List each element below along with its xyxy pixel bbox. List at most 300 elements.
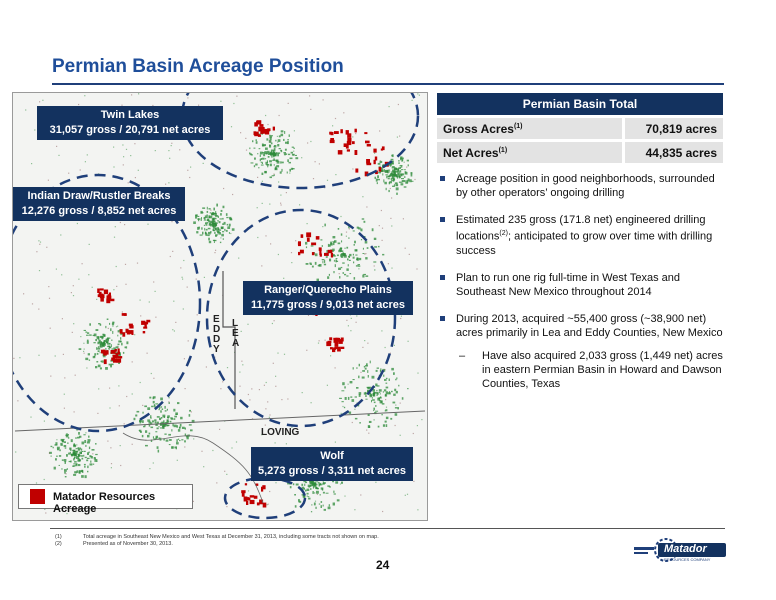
operator-tract <box>214 232 215 234</box>
operator-tract <box>322 259 325 260</box>
operator-tract <box>287 159 289 162</box>
map-dot <box>307 142 308 143</box>
operator-tract <box>354 244 356 246</box>
map-dot <box>64 394 65 395</box>
map-dot <box>64 408 65 409</box>
operator-tract <box>359 258 361 260</box>
map-dot <box>364 340 365 341</box>
map-dot <box>63 354 64 355</box>
operator-tract <box>291 152 293 154</box>
operator-tract <box>359 265 361 266</box>
operator-tract <box>220 218 223 219</box>
map-dot <box>417 93 418 94</box>
operator-tract <box>320 239 322 240</box>
operator-tract <box>149 433 151 435</box>
callout-twin-lakes <box>37 106 223 140</box>
operator-tract <box>178 439 179 440</box>
operator-tract <box>112 348 113 350</box>
operator-tract <box>329 504 330 506</box>
operator-tract <box>267 151 270 153</box>
map-dot <box>412 100 413 101</box>
map-dot <box>84 353 85 354</box>
matador-tract <box>258 127 263 132</box>
map-dot <box>15 451 16 452</box>
operator-tract <box>53 447 54 449</box>
operator-tract <box>117 335 118 337</box>
operator-tract <box>315 262 317 265</box>
map-dot <box>360 494 361 495</box>
map-dot <box>272 323 273 324</box>
map-dot <box>126 396 127 397</box>
map-dot <box>226 474 227 475</box>
map-dot <box>360 372 361 373</box>
operator-tract <box>377 392 379 395</box>
operator-tract <box>376 370 378 372</box>
operator-tract <box>329 274 330 276</box>
operator-tract <box>142 435 144 437</box>
map-dot <box>50 328 51 329</box>
map-dot <box>269 414 270 415</box>
operator-tract <box>213 240 215 241</box>
footnotes <box>55 534 379 548</box>
operator-tract <box>298 499 300 502</box>
matador-tract <box>347 141 352 145</box>
operator-tract <box>386 176 387 179</box>
map-dot <box>113 289 114 290</box>
operator-tract <box>224 222 226 225</box>
map-dot <box>48 286 49 287</box>
map-dot <box>116 266 117 267</box>
operator-tract <box>121 343 123 346</box>
operator-tract <box>287 172 288 174</box>
operator-tract <box>167 420 168 421</box>
map-dot <box>270 141 271 142</box>
map-dot <box>231 447 232 448</box>
operator-tract <box>342 401 344 402</box>
operator-tract <box>78 432 80 435</box>
operator-tract <box>64 445 67 447</box>
map-dot <box>277 142 278 143</box>
operator-tract <box>395 171 398 173</box>
operator-tract <box>308 496 310 497</box>
map-dot <box>267 401 268 402</box>
operator-tract <box>274 148 276 151</box>
operator-tract <box>215 234 218 235</box>
operator-tract <box>55 458 57 460</box>
operator-tract <box>322 245 323 247</box>
operator-tract <box>315 253 318 256</box>
map-dot <box>269 204 270 205</box>
operator-tract <box>295 157 298 159</box>
operator-tract <box>333 271 334 273</box>
operator-tract <box>401 158 404 160</box>
operator-tract <box>125 347 127 349</box>
operator-tract <box>162 415 165 418</box>
operator-tract <box>343 272 344 274</box>
map-dot <box>386 407 387 408</box>
operator-tract <box>353 230 355 231</box>
map-dot <box>267 504 268 505</box>
map-dot <box>325 340 326 341</box>
operator-tract <box>355 396 357 397</box>
map-dot <box>118 385 119 386</box>
operator-tract <box>55 442 57 445</box>
operator-tract <box>105 326 106 328</box>
operator-tract <box>276 152 277 154</box>
operator-tract <box>381 414 383 415</box>
operator-tract <box>110 328 111 331</box>
operator-tract <box>306 263 309 265</box>
map-dot <box>80 169 81 170</box>
map-dot <box>185 388 186 389</box>
operator-tract <box>73 465 76 466</box>
map-dot <box>390 166 391 167</box>
operator-tract <box>176 439 177 442</box>
map-dot <box>142 405 143 406</box>
operator-tract <box>98 346 100 348</box>
operator-tract <box>378 246 380 247</box>
operator-tract <box>201 218 202 221</box>
map-dot <box>149 301 150 302</box>
operator-tract <box>389 391 390 394</box>
map-dot <box>120 445 121 446</box>
operator-tract <box>380 401 382 403</box>
operator-tract <box>209 216 212 219</box>
operator-tract <box>350 381 353 383</box>
operator-tract <box>318 482 320 483</box>
operator-tract <box>152 420 154 422</box>
map-dot <box>25 109 26 110</box>
matador-tract <box>328 341 332 343</box>
matador-tract <box>367 144 371 147</box>
operator-tract <box>73 454 75 456</box>
callout-name: Ranger/Querecho Plains <box>264 284 392 296</box>
operator-tract <box>391 368 394 371</box>
sub-bullet-list <box>456 349 725 391</box>
operator-tract <box>107 319 109 321</box>
operator-tract <box>81 449 82 451</box>
map-dot <box>274 320 275 321</box>
operator-tract <box>153 436 154 438</box>
matador-tract <box>250 495 255 497</box>
map-dot <box>407 494 408 495</box>
operator-tract <box>321 501 323 503</box>
operator-tract <box>362 370 365 372</box>
operator-tract <box>76 448 78 449</box>
map-dot <box>327 180 328 181</box>
map-dot <box>366 430 367 431</box>
map-dot <box>31 163 32 164</box>
map-dot <box>390 218 391 219</box>
map-dot <box>301 157 302 158</box>
map-dot <box>92 453 93 454</box>
operator-tract <box>348 264 349 266</box>
map-dot <box>329 245 330 246</box>
operator-tract <box>226 213 228 216</box>
map-dot <box>367 343 368 344</box>
map-dot <box>138 93 139 94</box>
map-dot <box>322 226 323 227</box>
map-dot <box>248 490 249 491</box>
map-dot <box>216 482 217 483</box>
operator-tract <box>395 379 396 381</box>
operator-tract <box>88 436 89 438</box>
operator-tract <box>364 392 367 394</box>
operator-tract <box>266 153 268 155</box>
map-dot <box>246 150 247 151</box>
operator-tract <box>389 171 391 172</box>
operator-tract <box>342 382 345 385</box>
operator-tract <box>51 456 52 457</box>
operator-tract <box>226 217 228 218</box>
row-label-net: Net Acres$^{(1)}$ <box>437 141 624 164</box>
operator-tract <box>323 481 324 482</box>
operator-tract <box>78 454 80 457</box>
map-dot <box>409 254 410 255</box>
operator-tract <box>264 171 267 173</box>
map-dot <box>74 411 75 412</box>
matador-tract <box>316 236 320 240</box>
operator-tract <box>265 158 266 159</box>
operator-tract <box>102 342 105 343</box>
operator-tract <box>169 444 171 445</box>
operator-tract <box>160 398 163 401</box>
operator-tract <box>314 503 316 506</box>
footnote: (1) Total acreage in Southeast New Mexico and West Texas at December 31, 2013, including some tracts not shown on map. <box>55 534 379 540</box>
map-dot <box>96 299 97 300</box>
county-label-eddy: EDDY <box>213 314 221 355</box>
operator-tract <box>376 395 377 396</box>
operator-tract <box>144 406 147 408</box>
operator-tract <box>171 429 172 431</box>
map-dot <box>251 388 252 389</box>
matador-tract <box>344 143 347 147</box>
matador-tract <box>338 150 343 154</box>
operator-tract <box>216 204 218 207</box>
operator-tract <box>197 227 199 230</box>
operator-tract <box>392 176 393 177</box>
map-dot <box>184 446 185 447</box>
operator-tract <box>153 401 155 404</box>
operator-tract <box>311 511 312 512</box>
operator-tract <box>249 148 250 150</box>
operator-tract <box>176 442 179 444</box>
operator-tract <box>321 487 324 489</box>
operator-tract <box>112 331 113 334</box>
operator-tract <box>395 407 398 408</box>
callout-ranger-querecho <box>243 281 413 315</box>
operator-tract <box>202 207 205 209</box>
operator-tract <box>172 424 173 427</box>
operator-tract <box>174 416 177 418</box>
operator-tract <box>314 484 316 486</box>
map-dot <box>364 254 365 255</box>
map-dot <box>289 173 290 174</box>
matador-tract <box>329 337 332 340</box>
operator-tract <box>195 217 197 219</box>
page-number: 24 <box>376 558 390 572</box>
operator-tract <box>353 262 354 264</box>
operator-tract <box>265 162 267 165</box>
map-dot <box>284 354 285 355</box>
map-dot <box>291 252 292 253</box>
operator-tract <box>163 422 164 424</box>
operator-tract <box>386 391 388 394</box>
operator-tract <box>51 446 53 447</box>
operator-tract <box>401 159 402 162</box>
map-dot <box>323 99 324 100</box>
operator-tract <box>217 230 219 232</box>
matador-tract <box>120 329 123 334</box>
operator-tract <box>149 421 151 423</box>
operator-tract <box>393 372 395 375</box>
operator-tract <box>227 226 230 229</box>
operator-tract <box>393 174 395 177</box>
map-dot <box>191 411 192 412</box>
map-dot <box>279 115 280 116</box>
operator-tract <box>347 258 349 260</box>
map-dot <box>348 325 349 326</box>
operator-tract <box>178 429 180 432</box>
operator-tract <box>332 249 335 252</box>
map-dot <box>406 167 407 168</box>
operator-tract <box>160 427 162 428</box>
operator-tract <box>91 456 93 459</box>
operator-tract <box>369 421 372 423</box>
map-dot <box>23 293 24 294</box>
map-dot <box>128 182 129 183</box>
map-dot <box>339 273 340 274</box>
operator-tract <box>363 253 365 254</box>
operator-tract <box>283 139 284 141</box>
operator-tract <box>372 376 375 379</box>
map-dot <box>223 188 224 189</box>
operator-tract <box>269 144 270 146</box>
map-dot <box>315 501 316 502</box>
operator-tract <box>86 335 89 336</box>
map-dot <box>38 240 39 241</box>
matador-tract <box>273 127 275 131</box>
map-dot <box>108 348 109 349</box>
matador-tract <box>355 129 357 133</box>
operator-tract <box>100 352 101 353</box>
operator-tract <box>227 224 228 226</box>
operator-tract <box>349 256 350 258</box>
operator-tract <box>374 246 377 248</box>
map-dot <box>419 95 420 96</box>
operator-tract <box>377 385 380 386</box>
map-dot <box>180 267 181 268</box>
operator-tract <box>97 353 99 355</box>
operator-tract <box>310 488 311 490</box>
map-dot <box>257 237 258 238</box>
map-dot <box>408 341 409 342</box>
operator-tract <box>105 348 107 349</box>
operator-tract <box>294 148 295 149</box>
operator-tract <box>73 445 76 448</box>
operator-tract <box>365 257 367 259</box>
map-dot <box>38 309 39 310</box>
map-dot <box>13 358 14 359</box>
operator-tract <box>213 213 216 214</box>
row-value-gross: 70,819 acres <box>624 117 724 141</box>
operator-tract <box>92 449 95 451</box>
map-dot <box>38 355 39 356</box>
operator-tract <box>392 174 393 177</box>
operator-tract <box>315 507 316 509</box>
operator-tract <box>70 448 71 451</box>
map-dot <box>220 237 221 238</box>
operator-tract <box>180 417 183 420</box>
map-dot <box>204 277 205 278</box>
operator-tract <box>377 175 379 178</box>
operator-tract <box>329 259 331 262</box>
operator-tract <box>267 165 268 168</box>
operator-tract <box>222 218 223 220</box>
map-dot <box>201 451 202 452</box>
operator-tract <box>169 439 172 441</box>
map-dot <box>267 124 268 125</box>
operator-tract <box>273 152 275 153</box>
map-dot <box>120 465 121 466</box>
map-dot <box>203 163 204 164</box>
operator-tract <box>405 172 407 175</box>
operator-tract <box>295 155 297 156</box>
matador-tract <box>257 502 260 505</box>
map-dot <box>77 223 78 224</box>
map-dot <box>188 340 189 341</box>
map-dot <box>155 150 156 151</box>
operator-tract <box>73 463 75 464</box>
operator-tract <box>386 378 388 379</box>
map-dot <box>416 268 417 269</box>
matador-tract <box>100 288 104 290</box>
operator-tract <box>341 240 342 242</box>
operator-tract <box>369 393 371 396</box>
operator-tract <box>179 427 181 429</box>
operator-tract <box>308 485 311 487</box>
matador-tract <box>375 157 377 161</box>
operator-tract <box>368 414 370 416</box>
operator-tract <box>339 276 340 278</box>
operator-tract <box>273 155 275 157</box>
operator-tract <box>66 454 68 457</box>
operator-tract <box>364 366 365 368</box>
map-dot <box>66 473 67 474</box>
operator-tract <box>213 218 214 220</box>
operator-tract <box>333 236 336 238</box>
map-dot <box>189 177 190 178</box>
operator-tract <box>389 181 392 183</box>
map-dot <box>80 336 81 337</box>
operator-tract <box>84 451 86 452</box>
operator-tract <box>54 467 56 470</box>
map-dot <box>265 408 266 409</box>
map-dot <box>40 242 41 243</box>
map-dot <box>350 330 351 331</box>
operator-tract <box>386 417 389 419</box>
operator-tract <box>62 440 64 443</box>
operator-tract <box>382 403 385 405</box>
map-dot <box>391 197 392 198</box>
map-dot <box>172 329 173 330</box>
operator-tract <box>167 409 168 411</box>
operator-tract <box>403 180 406 182</box>
matador-tract <box>347 133 351 138</box>
map-dot <box>398 104 399 105</box>
operator-tract <box>112 326 113 327</box>
map-dot <box>171 143 172 144</box>
